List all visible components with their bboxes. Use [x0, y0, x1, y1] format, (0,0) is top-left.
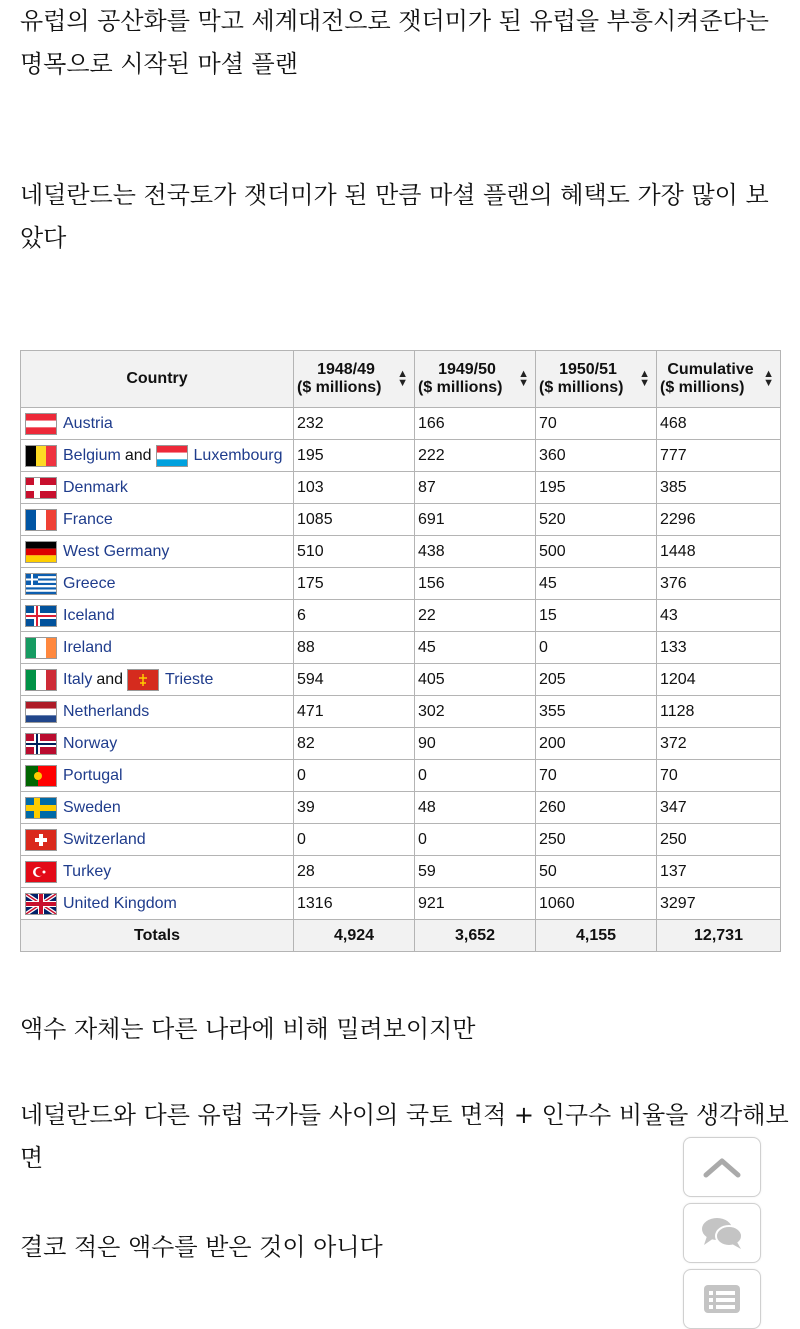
value-1949-50: 59: [415, 856, 536, 888]
value-cumulative: 2296: [657, 504, 781, 536]
country-link[interactable]: Luxembourg: [193, 446, 283, 464]
value-1949-50: 45: [415, 632, 536, 664]
value-1950-51: 520: [536, 504, 657, 536]
marshall-plan-table: [20, 350, 781, 952]
value-1948-49: 0: [294, 760, 415, 792]
comments-button[interactable]: [683, 1203, 761, 1263]
value-cumulative: 372: [657, 728, 781, 760]
country-cell: [21, 792, 294, 824]
country-link[interactable]: Italy: [63, 670, 93, 688]
paragraph-ratio: 네덜란드와 다른 유럽 국가들 사이의 국토 면적 + 인구수 비율을 생각해보면: [20, 1101, 789, 1172]
country-link[interactable]: France: [63, 510, 113, 528]
value-1948-49: 471: [294, 696, 415, 728]
country-cell: [21, 760, 294, 792]
country-cell: [21, 824, 294, 856]
table-row: [21, 760, 781, 792]
trieste-flag-icon: [127, 669, 159, 691]
value-1948-49: 6: [294, 600, 415, 632]
value-1949-50: 22: [415, 600, 536, 632]
header-label-unit: ($ millions): [418, 379, 503, 396]
value-1950-51: 500: [536, 536, 657, 568]
value-1949-50: 156: [415, 568, 536, 600]
table-row: [21, 568, 781, 600]
header-label-year: 1948/49: [317, 361, 375, 378]
value-cumulative: 1204: [657, 664, 781, 696]
value-1950-51: 70: [536, 760, 657, 792]
country-cell: [21, 632, 294, 664]
header-1948-49[interactable]: [294, 351, 415, 408]
value-cumulative: 468: [657, 408, 781, 440]
totals-1949-50: 3,652: [415, 920, 536, 952]
value-cumulative: 777: [657, 440, 781, 472]
table-row: [21, 664, 781, 696]
marshall-plan-table-wrapper: [20, 350, 780, 952]
table-row: [21, 792, 781, 824]
table-row: [21, 856, 781, 888]
country-link[interactable]: Netherlands: [63, 702, 150, 720]
table-row: [21, 440, 781, 472]
value-cumulative: 70: [657, 760, 781, 792]
greece-flag-icon: [25, 573, 57, 595]
value-cumulative: 385: [657, 472, 781, 504]
sort-icon[interactable]: ▲ ▼: [397, 368, 408, 389]
value-1948-49: 88: [294, 632, 415, 664]
value-1948-49: 1316: [294, 888, 415, 920]
country-cell: [21, 472, 294, 504]
header-country[interactable]: Country: [21, 351, 294, 408]
belgium-flag-icon: [25, 445, 57, 467]
value-1949-50: 90: [415, 728, 536, 760]
value-1950-51: 195: [536, 472, 657, 504]
table-row: [21, 504, 781, 536]
table-row: [21, 408, 781, 440]
totals-1948-49: 4,924: [294, 920, 415, 952]
value-cumulative: 1448: [657, 536, 781, 568]
country-link[interactable]: Switzerland: [63, 830, 146, 848]
value-1949-50: 302: [415, 696, 536, 728]
value-1949-50: 87: [415, 472, 536, 504]
ireland-flag-icon: [25, 637, 57, 659]
germany-flag-icon: [25, 541, 57, 563]
table-row: [21, 696, 781, 728]
conjunction-text: and: [124, 446, 152, 464]
value-1949-50: 0: [415, 824, 536, 856]
totals-row: [21, 920, 781, 952]
uk-flag-icon: [25, 893, 57, 915]
value-cumulative: 133: [657, 632, 781, 664]
value-1950-51: 1060: [536, 888, 657, 920]
header-label-unit: ($ millions): [539, 379, 624, 396]
country-link[interactable]: Denmark: [63, 478, 128, 496]
country-cell: [21, 728, 294, 760]
table-row: [21, 824, 781, 856]
totals-cumulative: 12,731: [657, 920, 781, 952]
table-row: [21, 600, 781, 632]
table-row: [21, 536, 781, 568]
sort-icon[interactable]: ▲ ▼: [763, 368, 774, 389]
value-1948-49: 175: [294, 568, 415, 600]
header-label-unit: ($ millions): [297, 379, 382, 396]
france-flag-icon: [25, 509, 57, 531]
value-cumulative: 376: [657, 568, 781, 600]
table-row: [21, 472, 781, 504]
header-1950-51[interactable]: [536, 351, 657, 408]
value-1948-49: 28: [294, 856, 415, 888]
value-1950-51: 70: [536, 408, 657, 440]
conjunction-text: and: [96, 670, 124, 688]
list-button[interactable]: [683, 1269, 761, 1329]
country-link[interactable]: Sweden: [63, 798, 121, 816]
country-cell: [21, 664, 294, 696]
country-cell: [21, 856, 294, 888]
netherlands-flag-icon: [25, 701, 57, 723]
paragraph-intro: 유럽의 공산화를 막고 세계대전으로 잿더미가 된 유럽을 부흥시켜준다는 명목으로 시작된 마셜 플랜: [20, 7, 769, 78]
table-row: [21, 888, 781, 920]
value-1948-49: 594: [294, 664, 415, 696]
chat-bubbles-icon: [699, 1215, 745, 1251]
country-link[interactable]: Portugal: [63, 766, 123, 784]
country-link[interactable]: Ireland: [63, 638, 112, 656]
value-1948-49: 82: [294, 728, 415, 760]
value-1949-50: 222: [415, 440, 536, 472]
country-link[interactable]: Turkey: [63, 862, 112, 880]
value-1949-50: 921: [415, 888, 536, 920]
portugal-flag-icon: [25, 765, 57, 787]
value-cumulative: 3297: [657, 888, 781, 920]
value-1950-51: 0: [536, 632, 657, 664]
country-cell: [21, 696, 294, 728]
value-1950-51: 15: [536, 600, 657, 632]
value-1949-50: 0: [415, 760, 536, 792]
austria-flag-icon: [25, 413, 57, 435]
iceland-flag-icon: [25, 605, 57, 627]
value-1948-49: 195: [294, 440, 415, 472]
value-1948-49: 0: [294, 824, 415, 856]
value-1950-51: 50: [536, 856, 657, 888]
turkey-flag-icon: [25, 861, 57, 883]
country-link[interactable]: Belgium: [63, 446, 121, 464]
table-row: [21, 632, 781, 664]
country-cell: [21, 568, 294, 600]
country-link[interactable]: United Kingdom: [63, 894, 177, 912]
country-link[interactable]: Austria: [63, 414, 113, 432]
country-cell: [21, 440, 294, 472]
country-cell: [21, 408, 294, 440]
value-1950-51: 260: [536, 792, 657, 824]
country-link[interactable]: West Germany: [63, 542, 170, 560]
country-link[interactable]: Iceland: [63, 606, 115, 624]
country-cell: [21, 600, 294, 632]
header-label-year: 1949/50: [438, 361, 496, 378]
value-cumulative: 43: [657, 600, 781, 632]
sort-icon[interactable]: ▲ ▼: [639, 368, 650, 389]
value-cumulative: 347: [657, 792, 781, 824]
luxembourg-flag-icon: [156, 445, 188, 467]
italy-flag-icon: [25, 669, 57, 691]
value-1949-50: 405: [415, 664, 536, 696]
value-1950-51: 205: [536, 664, 657, 696]
header-1949-50[interactable]: [415, 351, 536, 408]
value-cumulative: 137: [657, 856, 781, 888]
paragraph-netherlands: 네덜란드는 전국토가 잿더미가 된 만큼 마셜 플랜의 혜택도 가장 많이 보았다: [20, 181, 769, 252]
country-link[interactable]: Trieste: [165, 670, 214, 688]
value-1949-50: 48: [415, 792, 536, 824]
country-link[interactable]: Norway: [63, 734, 118, 752]
value-1950-51: 200: [536, 728, 657, 760]
value-1950-51: 360: [536, 440, 657, 472]
value-1949-50: 438: [415, 536, 536, 568]
table-header-row: [21, 351, 781, 408]
sort-icon[interactable]: ▲ ▼: [518, 368, 529, 389]
value-1948-49: 1085: [294, 504, 415, 536]
denmark-flag-icon: [25, 477, 57, 499]
header-label-year: Cumulative: [667, 361, 754, 378]
switzerland-flag-icon: [25, 829, 57, 851]
table-row: [21, 728, 781, 760]
value-1950-51: 45: [536, 568, 657, 600]
value-1948-49: 510: [294, 536, 415, 568]
value-1950-51: 355: [536, 696, 657, 728]
header-label-unit: ($ millions): [660, 379, 745, 396]
value-cumulative: 250: [657, 824, 781, 856]
value-1949-50: 691: [415, 504, 536, 536]
value-1950-51: 250: [536, 824, 657, 856]
value-1949-50: 166: [415, 408, 536, 440]
header-label-year: 1950/51: [559, 361, 617, 378]
header-cumulative[interactable]: [657, 351, 781, 408]
country-cell: [21, 888, 294, 920]
sweden-flag-icon: [25, 797, 57, 819]
country-link[interactable]: Greece: [63, 574, 116, 592]
list-icon: [702, 1283, 742, 1315]
totals-label: Totals: [21, 920, 294, 952]
value-1948-49: 39: [294, 792, 415, 824]
value-1948-49: 103: [294, 472, 415, 504]
totals-1950-51: 4,155: [536, 920, 657, 952]
paragraph-conclusion: 결코 적은 액수를 받은 것이 아니다: [20, 1233, 383, 1261]
value-1948-49: 232: [294, 408, 415, 440]
scroll-top-button[interactable]: [683, 1137, 761, 1197]
norway-flag-icon: [25, 733, 57, 755]
chevron-up-icon: [702, 1155, 742, 1179]
country-cell: [21, 504, 294, 536]
value-cumulative: 1128: [657, 696, 781, 728]
paragraph-amount: 액수 자체는 다른 나라에 비해 밀려보이지만: [20, 1015, 476, 1043]
country-cell: [21, 536, 294, 568]
